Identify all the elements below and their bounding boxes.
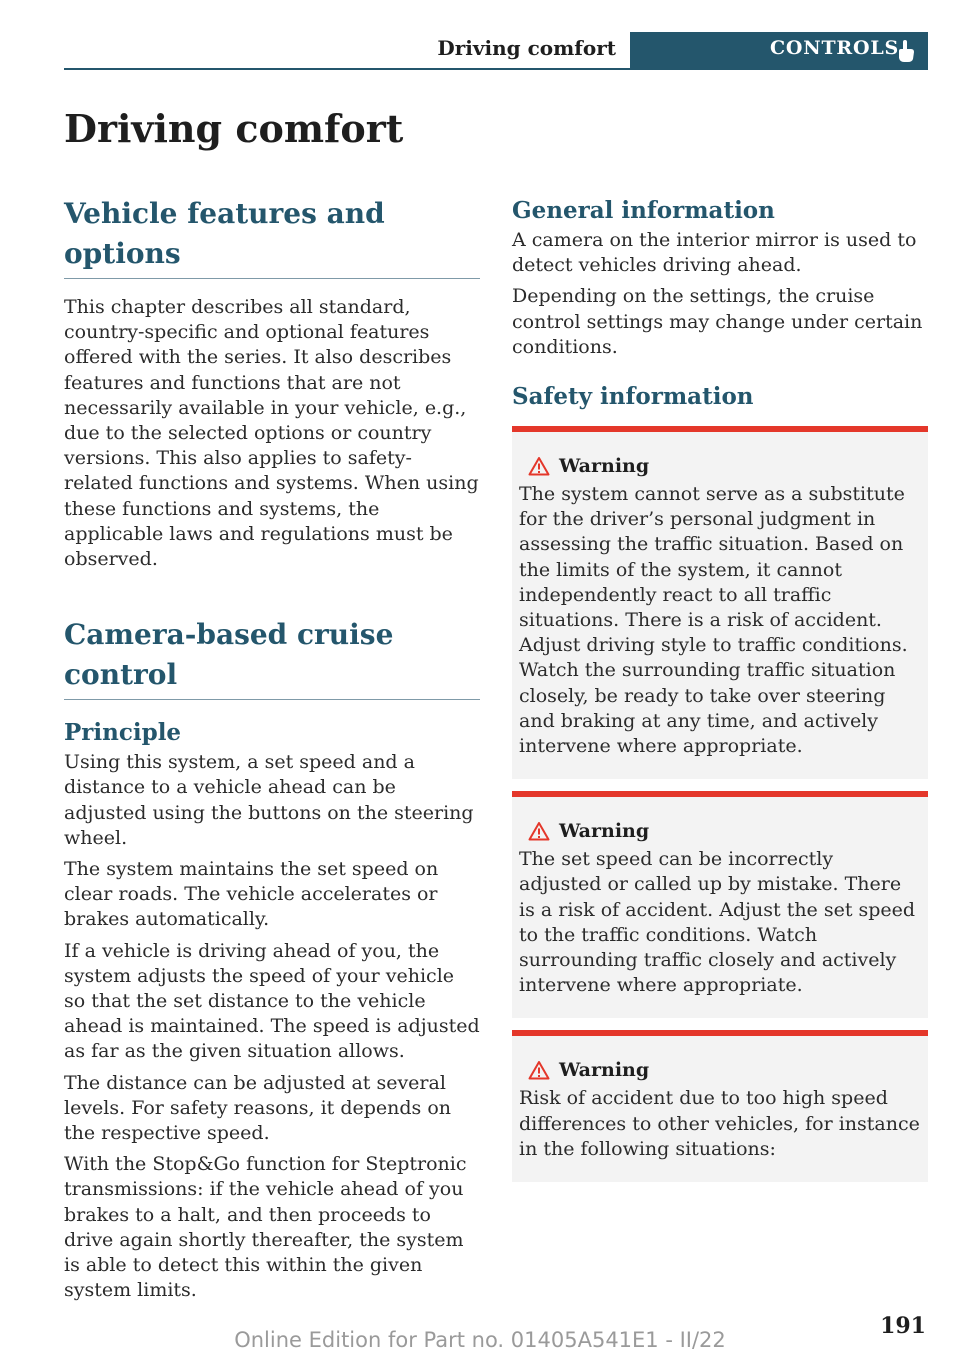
- page-title: Driving comfort: [64, 106, 404, 151]
- warning-triangle-icon: [528, 821, 550, 841]
- page-number: 191: [880, 1313, 926, 1339]
- warning-title: Warning: [559, 1059, 650, 1082]
- left-column: [64, 194, 480, 1310]
- warning-title: Warning: [559, 820, 650, 843]
- warning-header: [519, 817, 920, 845]
- header-chapter-label: CONTROLS: [770, 37, 899, 59]
- warning-title: Warning: [559, 455, 650, 478]
- general-information-paragraph: Depending on the settings, the cruise control settings may change under certain conditions.: [512, 285, 923, 358]
- principle-heading: Principle: [64, 719, 182, 747]
- section-rule: [64, 699, 480, 700]
- warning-box: [512, 791, 928, 1018]
- right-column: [512, 194, 928, 1194]
- safety-information-heading: Safety information: [512, 383, 754, 411]
- warning-header: [519, 1056, 920, 1084]
- header-section-title: Driving comfort: [437, 36, 616, 60]
- vehicle-features-heading: Vehicle features and options: [64, 197, 385, 270]
- vehicle-features-section: [64, 194, 480, 572]
- camera-cruise-section: [64, 615, 480, 1303]
- warning-box: [512, 426, 928, 779]
- vehicle-features-paragraph: This chapter describes all standard, country-specific and optional features offered with the series. It also describes features and functions that are not necessarily available in your vehicle, e.g., due to the selected options or country versions. This also applies to safety-related functions and systems. When using these functions and systems, the applicable laws and regulations must be observed.: [64, 296, 479, 571]
- camera-cruise-heading: Camera-based cruise control: [64, 618, 394, 692]
- general-information-heading: General information: [512, 197, 775, 224]
- footer-edition-note: Online Edition for Part no. 01405A541E1 - II/22: [234, 1328, 726, 1352]
- warning-text: The system cannot serve as a substitute for the driver’s personal judgment in assessing the traffic situation. Based on the limits of the system, it cannot independently react to all traffic situations. There is a risk of accident. Adjust driving style to traffic conditions. Watch the surrounding traffic situation closely, be ready to take over steering and braking at any time, and actively intervene where appropriate.: [519, 483, 908, 758]
- general-information-section: [512, 194, 928, 360]
- principle-paragraph: Using this system, a set speed and a distance to a vehicle ahead can be adjusted using the buttons on the steering wheel.: [64, 751, 474, 849]
- safety-information-section: [512, 380, 928, 1182]
- hand-pointer-icon: [896, 39, 916, 63]
- header-chapter-tab[interactable]: [630, 32, 928, 70]
- warning-text: Risk of accident due to too high speed differences to other vehicles, for instance in the following situations:: [519, 1087, 920, 1160]
- warning-box: [512, 1030, 928, 1182]
- principle-paragraph: The distance can be adjusted at several levels. For safety reasons, it depends on the respective speed.: [64, 1071, 452, 1145]
- principle-paragraph: The system maintains the set speed on clear roads. The vehicle accelerates or brakes automatically.: [64, 858, 439, 931]
- warning-text: The set speed can be incorrectly adjusted or called up by mistake. There is a risk of accident. Adjust the set speed to the traffic conditions. Watch surrounding traffic closely and actively intervene where appropriate.: [519, 848, 916, 997]
- general-information-paragraph: A camera on the interior mirror is used to detect vehicles driving ahead.: [512, 229, 917, 277]
- section-rule: [64, 278, 480, 279]
- page-header: [64, 32, 928, 70]
- warning-triangle-icon: [528, 456, 550, 476]
- warning-triangle-icon: [528, 1060, 550, 1080]
- principle-paragraph: With the Stop&Go function for Steptronic transmissions: if the vehicle ahead of you brakes to a halt, and then proceeds to drive again shortly thereafter, the system is able to detect this within the given system limits.: [64, 1153, 467, 1302]
- warning-header: [519, 452, 920, 480]
- principle-paragraph: If a vehicle is driving ahead of you, the system adjusts the speed of your vehicle so that the set distance to the vehicle ahead is maintained. The speed is adjusted as far as the given situation allows.: [64, 939, 480, 1063]
